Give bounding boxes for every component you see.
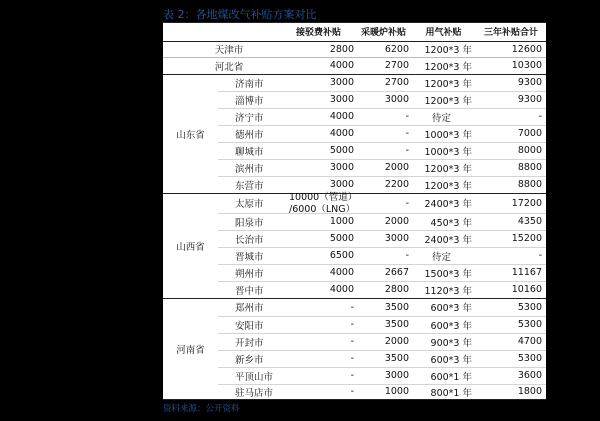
group-label-shandong: 山东省: [176, 129, 205, 141]
row-gas-value: 1120*3 年: [424, 285, 472, 297]
row-heater-value: 3500: [384, 319, 409, 330]
row-total-value: 5300: [517, 353, 542, 364]
row-total-value: 12600: [511, 43, 542, 55]
row-city: 新乡市: [235, 354, 264, 366]
row-gas-value: 1000*3 年: [424, 146, 472, 158]
table-rule: [163, 22, 546, 23]
row-city: 河北省: [214, 61, 244, 73]
row-gas-value: 1200*3 年: [424, 163, 472, 175]
row-gas-value: 2400*3 年: [424, 234, 472, 246]
row-install-value: 2800: [329, 43, 354, 55]
row-city: 开封市: [235, 337, 264, 349]
row-gas-value: 待定: [431, 251, 451, 263]
row-heater-value: -: [405, 250, 409, 261]
row-total-value: 7000: [517, 128, 542, 139]
row-total-value: 1800: [517, 386, 542, 397]
row-gas-value: 1200*3 年: [424, 180, 472, 192]
row-install-value: 5000: [329, 145, 354, 156]
row-install-value: 6500: [329, 250, 354, 261]
row-city: 郑州市: [235, 303, 264, 314]
row-total-value: 8800: [517, 162, 542, 173]
row-heater-value: -: [405, 111, 409, 122]
row-install-value: 3000: [329, 179, 354, 190]
group-label-shanxi: 山西省: [176, 241, 205, 253]
row-gas-value: 900*3 年: [430, 337, 472, 349]
row-heater-value: 2700: [384, 77, 409, 88]
row-gas-value: 1200*3 年: [424, 45, 472, 56]
row-install-value: -: [350, 336, 354, 347]
row-install-value: 4000: [329, 111, 354, 122]
row-total-value: 11167: [511, 267, 542, 278]
row-city: 淄博市: [235, 95, 264, 107]
row-total-value: 4350: [517, 216, 542, 227]
row-total-value: 10160: [511, 284, 542, 295]
row-gas-value: 600*1 年: [430, 371, 472, 383]
install-line-1: 10000（管道）: [289, 192, 358, 203]
table-source-note: 资料来源：公开资料: [163, 404, 240, 414]
row-total-value: 5300: [517, 319, 542, 330]
row-heater-value: 2800: [384, 284, 409, 295]
row-gas-value: 1000*3 年: [424, 129, 472, 141]
row-gas-value: 600*3 年: [430, 320, 472, 332]
row-city: 安阳市: [235, 320, 264, 332]
row-gas-value: 1200*3 年: [424, 61, 472, 73]
row-install-value: 3000: [329, 77, 354, 88]
row-total-value: 9300: [517, 77, 542, 88]
row-gas-value: 600*3 年: [430, 354, 472, 366]
row-heater-value: 2200: [384, 179, 409, 190]
row-install-multiline: [289, 193, 362, 213]
row-city: 阳泉市: [235, 217, 264, 229]
row-install-value: 3000: [329, 162, 354, 173]
header-gas: 用气补贴: [425, 28, 462, 38]
row-gas-value: 2400*3 年: [424, 199, 472, 210]
row-install-value: 4000: [329, 128, 354, 139]
row-heater-value: 3500: [384, 301, 409, 313]
row-city: 东营市: [235, 180, 264, 192]
comparison-table: [163, 22, 546, 399]
row-gas-value: 1200*3 年: [424, 78, 472, 90]
row-total-value: 5300: [517, 301, 542, 313]
row-install-value: -: [350, 319, 354, 330]
row-city: 天津市: [214, 45, 244, 56]
row-city: 济宁市: [235, 112, 264, 124]
row-gas-value: 600*3 年: [430, 303, 472, 314]
header-total: 三年补贴合计: [483, 28, 538, 38]
row-install-value: -: [350, 386, 354, 397]
row-install-value: 1000: [329, 216, 354, 227]
row-heater-value: 6200: [384, 43, 409, 55]
row-city: 平顶山市: [235, 371, 274, 383]
row-gas-value: 待定: [431, 112, 451, 124]
row-heater-value: 2667: [384, 267, 409, 278]
row-heater-value: 2000: [384, 216, 409, 227]
row-total-value: 8000: [517, 145, 542, 156]
row-install-value: 4000: [329, 267, 354, 278]
row-gas-value: 800*1 年: [430, 387, 472, 399]
row-city: 晋中市: [235, 285, 264, 297]
row-install-value: 4000: [329, 284, 354, 295]
row-heater-value: -: [405, 128, 409, 139]
row-heater-value: -: [405, 145, 409, 156]
row-heater-value: 2000: [384, 162, 409, 173]
header-install: 接驳费补贴: [295, 28, 341, 38]
row-city: 济南市: [235, 78, 264, 90]
table-title: 表 2：各地煤改气补贴方案对比: [163, 8, 317, 21]
row-gas-value: 450*3 年: [430, 217, 472, 229]
row-heater-value: 1000: [384, 386, 409, 397]
row-total-value: -: [538, 111, 542, 122]
row-heater-value: 3000: [384, 233, 409, 244]
row-gas-value: 1500*3 年: [424, 268, 472, 280]
row-heater-value: 2000: [384, 336, 409, 347]
row-install-value: 3000: [329, 94, 354, 105]
row-city: 晋城市: [235, 251, 264, 263]
row-total-value: 3600: [517, 370, 542, 381]
row-install-value: 5000: [329, 233, 354, 244]
row-install-value: 4000: [329, 60, 354, 71]
row-install-value: -: [350, 353, 354, 364]
row-heater-value: 3000: [384, 370, 409, 381]
row-heater-value: 3000: [384, 94, 409, 105]
row-city: 朔州市: [235, 268, 264, 280]
row-heater-value: 3500: [384, 353, 409, 364]
row-city: 太原市: [235, 199, 264, 210]
row-city: 德州市: [235, 129, 264, 141]
row-heater-value: -: [405, 197, 409, 209]
row-install-value: -: [350, 370, 354, 381]
row-install-value: -: [350, 301, 354, 313]
install-line-2: /6000（LNG）: [289, 204, 356, 215]
row-total-value: 15200: [511, 233, 542, 244]
row-heater-value: 2700: [384, 60, 409, 71]
row-city: 驻马店市: [235, 387, 274, 399]
row-total-value: 8800: [517, 179, 542, 190]
row-total-value: 4700: [517, 336, 542, 347]
row-city: 长治市: [235, 234, 264, 246]
row-city: 滨州市: [235, 163, 264, 175]
header-heater: 采暖炉补贴: [360, 28, 406, 38]
row-total-value: 10300: [511, 60, 542, 71]
group-label-henan: 河南省: [176, 344, 205, 356]
row-gas-value: 1200*3 年: [424, 95, 472, 107]
table-rule: [163, 399, 546, 400]
row-city: 聊城市: [235, 146, 264, 158]
row-total-value: 9300: [517, 94, 542, 105]
row-total-value: 17200: [511, 197, 542, 209]
row-total-value: -: [538, 250, 542, 261]
